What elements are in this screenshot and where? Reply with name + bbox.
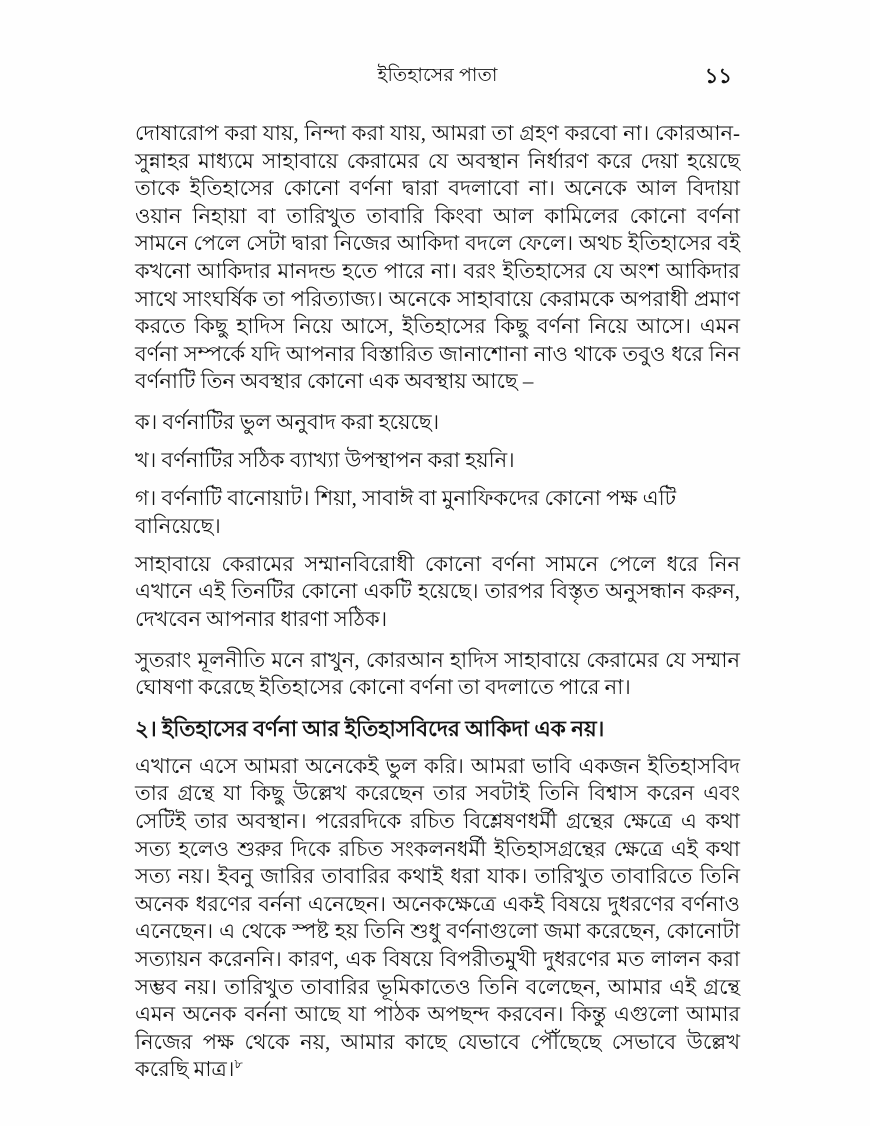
section-heading-2: ২। ইতিহাসের বর্ণনা আর ইতিহাসবিদের আকিদা এক নয়। bbox=[135, 716, 605, 741]
paragraph-conclusion-three-cases: সাহাবায়ে কেরামের সম্মানবিরোধী কোনো বর্ণনা সামনে পেলে ধরে নিন এখানে এই তিনটির কোনো একটি হয়েছে। তারপর বিস্তৃত অনুসন্ধান করুন, দেখবেন আপনার ধারণা সঠিক। bbox=[135, 551, 740, 631]
footnote-reference: ৮ bbox=[234, 1056, 243, 1072]
running-head-title: ইতিহাসের পাতা bbox=[377, 65, 498, 86]
body-text bbox=[135, 120, 740, 1084]
paragraph-principle: সুতরাং মূলনীতি মনে রাখুন, কোরআন হাদিস সাহাবায়ে কেরামের যে সম্মান ঘোষণা করেছে ইতিহাসের কোনো বর্ণনা তা বদলাতে পারে না। bbox=[135, 647, 740, 700]
list-item-ga: গ। বর্ণনাটি বানোয়াট। শিয়া, সাবাঈ বা মুনাফিকদের কোনো পক্ষ এটি বানিয়েছে। bbox=[135, 486, 677, 538]
list-item-kha: খ। বর্ণনাটির সঠিক ব্যাখ্যা উপস্থাপন করা হয়নি। bbox=[135, 448, 515, 473]
paragraph-intro: দোষারোপ করা যায়, নিন্দা করা যায়, আমরা তা গ্রহণ করবো না। কোরআন-সুন্নাহর মাধ্যমে সাহাবায়ে কেরামের যে অবস্থান নির্ধারণ করে দেয়া হয়েছে তাকে ইতিহাসের কোনো বর্ণনা দ্বারা বদলাবো না। অনেকে আল বিদায়া ওয়ান নিহায়া বা তারিখুত তাবারি কিংবা আল কামিলের কোনো বর্ণনা সামনে পেলে সেটা দ্বারা নিজের আকিদা বদলে ফেলে। অথচ ইতিহাসের বই কখনো আকিদার মানদন্ড হতে পারে না। বরং ইতিহাসের যে অংশ আকিদার সাথে সাংঘর্ষিক তা পরিত্যাজ্য। অনেকে সাহাবায়ে কেরামকে অপরাধী প্রমাণ করতে কিছু হাদিস নিয়ে আসে, ইতিহাসের কিছু বর্ণনা নিয়ে আসে। এমন বর্ণনা সম্পর্কে যদি আপনার বিস্তারিত জানাশোনা নাও থাকে তবুও ধরে নিন বর্ণনাটি তিন অবস্থার কোনো এক অবস্থায় আছে – bbox=[135, 121, 740, 394]
list-item-ka: ক। বর্ণনাটির ভুল অনুবাদ করা হয়েছে। bbox=[135, 409, 440, 434]
paragraph-historians-aqidah bbox=[135, 753, 740, 1084]
page-number: ১১ bbox=[704, 64, 732, 88]
paragraph-historians-aqidah-text: এখানে এসে আমরা অনেকেই ভুল করি। আমরা ভাবি একজন ইতিহাসবিদ তার গ্রন্থে যা কিছু উল্লেখ করেছেন তার সবটাই তিনি বিশ্বাস করেন এবং সেটিই তার অবস্থান। পরেরদিকে রচিত বিশ্লেষণধর্মী গ্রন্থের ক্ষেত্রে এ কথা সত্য হলেও শুরুর দিকে রচিত সংকলনধর্মী ইতিহাসগ্রন্থের ক্ষেত্রে এই কথা সত্য নয়। ইবনু জারির তাবারির কথাই ধরা যাক। তারিখুত তাবারিতে তিনি অনেক ধরণের বর্ননা এনেছেন। অনেকক্ষেত্রে একই বিষয়ে দুধরণের বর্ণনাও এনেছেন। এ থেকে স্পষ্ট হয় তিনি শুধু বর্ণনাগুলো জমা করেছেন, কোনোটা সত্যায়ন করেননি। কারণ, এক বিষয়ে বিপরীতমুখী দুধরণের মত লালন করা সম্ভব নয়। তারিখুত তাবারির ভূমিকাতেও তিনি বলেছেন, আমার এই গ্রন্থে এমন অনেক বর্ননা আছে যা পাঠক অপছন্দ করবেন। কিন্তু এগুলো আমার নিজের পক্ষ থেকে নয়, আমার কাছে যেভাবে পৌঁছেছে সেভাবে উল্লেখ করেছি মাত্র। bbox=[135, 753, 740, 1082]
page-header bbox=[135, 62, 740, 90]
